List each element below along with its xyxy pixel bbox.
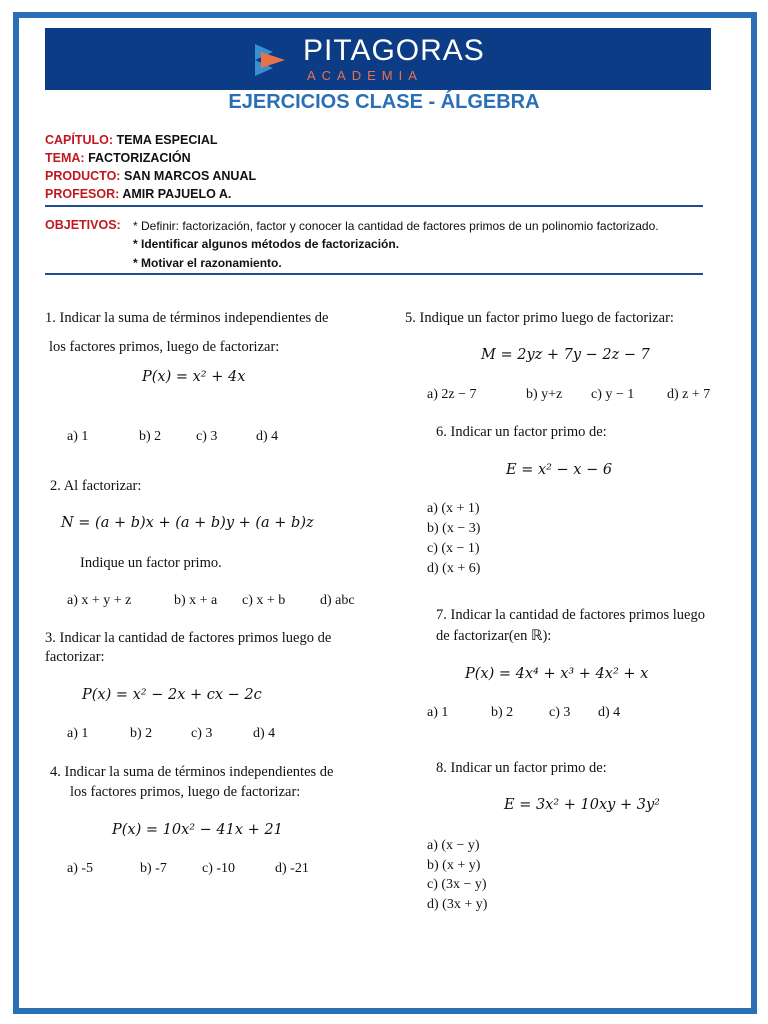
- p6-option-c: c) (x − 1): [427, 541, 480, 556]
- objetivo-1: * Definir: factorización, factor y conocer la cantidad de factores primos de un polinomio factorizado.: [133, 219, 659, 233]
- brand-subtitle: ACADEMIA: [307, 68, 423, 83]
- objetivos-label: OBJETIVOS:: [45, 218, 121, 232]
- document-title: EJERCICIOS CLASE - ÁLGEBRA: [228, 91, 540, 113]
- meta-tema: TEMA: FACTORIZACIÓN: [45, 151, 191, 165]
- objetivo-2: * Identificar algunos métodos de factorización.: [133, 237, 400, 251]
- p5-expression: M = 2yz + 7y − 2z − 7: [481, 347, 650, 363]
- p2-expression: N = (a + b)x + (a + b)y + (a + b)z: [61, 515, 314, 531]
- p4-statement-2: los factores primos, luego de factorizar:: [70, 784, 301, 800]
- p4-option-b: b) -7: [140, 861, 167, 876]
- divider: [45, 273, 703, 275]
- p8-option-a: a) (x − y): [427, 838, 480, 853]
- divider: [45, 205, 703, 207]
- p8-statement: 8. Indicar un factor primo de:: [436, 760, 607, 776]
- meta-profesor: PROFESOR: AMIR PAJUELO A.: [45, 187, 232, 201]
- p1-option-d: d) 4: [256, 429, 279, 444]
- p4-statement: 4. Indicar la suma de términos independientes de: [50, 764, 334, 780]
- p1-expression: P(x) = x² + 4x: [142, 369, 246, 385]
- brand-name: PITAGORAS: [303, 34, 485, 67]
- p7-statement-2: de factorizar(en ℝ):: [436, 628, 552, 644]
- p2-option-c: c) x + b: [242, 593, 286, 608]
- p5-option-c: c) y − 1: [591, 387, 635, 402]
- objetivo-3: * Motivar el razonamiento.: [133, 256, 282, 270]
- p8-expression: E = 3x² + 10xy + 3y²: [504, 797, 660, 813]
- p5-option-a: a) 2z − 7: [427, 387, 477, 402]
- pitagoras-logo-icon: [251, 40, 291, 80]
- p3-statement-2: factorizar:: [45, 649, 105, 665]
- p3-option-a: a) 1: [67, 726, 89, 741]
- p4-option-d: d) -21: [275, 861, 309, 876]
- p8-option-c: c) (3x − y): [427, 877, 487, 892]
- p1-statement-2: los factores primos, luego de factorizar:: [49, 339, 280, 355]
- p4-expression: P(x) = 10x² − 41x + 21: [112, 822, 283, 838]
- p1-option-c: c) 3: [196, 429, 218, 444]
- p3-expression: P(x) = x² − 2x + cx − 2c: [82, 687, 262, 703]
- p3-option-c: c) 3: [191, 726, 213, 741]
- p3-option-b: b) 2: [130, 726, 153, 741]
- p6-option-a: a) (x + 1): [427, 501, 480, 516]
- p1-option-b: b) 2: [139, 429, 162, 444]
- p5-option-b: b) y+z: [526, 387, 563, 402]
- p6-statement: 6. Indicar un factor primo de:: [436, 424, 607, 440]
- p7-option-d: d) 4: [598, 705, 621, 720]
- p7-statement: 7. Indicar la cantidad de factores primos luego: [436, 607, 705, 623]
- p4-option-c: c) -10: [202, 861, 236, 876]
- p7-option-b: b) 2: [491, 705, 514, 720]
- p8-option-b: b) (x + y): [427, 858, 481, 873]
- p2-statement: 2. Al factorizar:: [50, 478, 142, 494]
- header-banner: [45, 28, 711, 90]
- p5-statement: 5. Indique un factor primo luego de factorizar:: [405, 310, 674, 326]
- p2-option-b: b) x + a: [174, 593, 218, 608]
- p2-option-d: d) abc: [320, 593, 355, 608]
- p3-statement: 3. Indicar la cantidad de factores primos luego de: [45, 630, 332, 646]
- p4-option-a: a) -5: [67, 861, 94, 876]
- p7-option-a: a) 1: [427, 705, 449, 720]
- p6-option-b: b) (x − 3): [427, 521, 481, 536]
- p6-expression: E = x² − x − 6: [506, 462, 613, 478]
- p8-option-d: d) (3x + y): [427, 897, 488, 912]
- meta-producto: PRODUCTO: SAN MARCOS ANUAL: [45, 169, 257, 183]
- p3-option-d: d) 4: [253, 726, 276, 741]
- p5-option-d: d) z + 7: [667, 387, 711, 402]
- p7-option-c: c) 3: [549, 705, 571, 720]
- p7-expression: P(x) = 4x⁴ + x³ + 4x² + x: [465, 666, 649, 682]
- p1-option-a: a) 1: [67, 429, 89, 444]
- meta-capitulo: CAPÍTULO: TEMA ESPECIAL: [45, 133, 218, 147]
- p1-statement: 1. Indicar la suma de términos independientes de: [45, 310, 329, 326]
- p2-option-a: a) x + y + z: [67, 593, 132, 608]
- p2-statement-2: Indique un factor primo.: [80, 555, 222, 571]
- p6-option-d: d) (x + 6): [427, 561, 481, 576]
